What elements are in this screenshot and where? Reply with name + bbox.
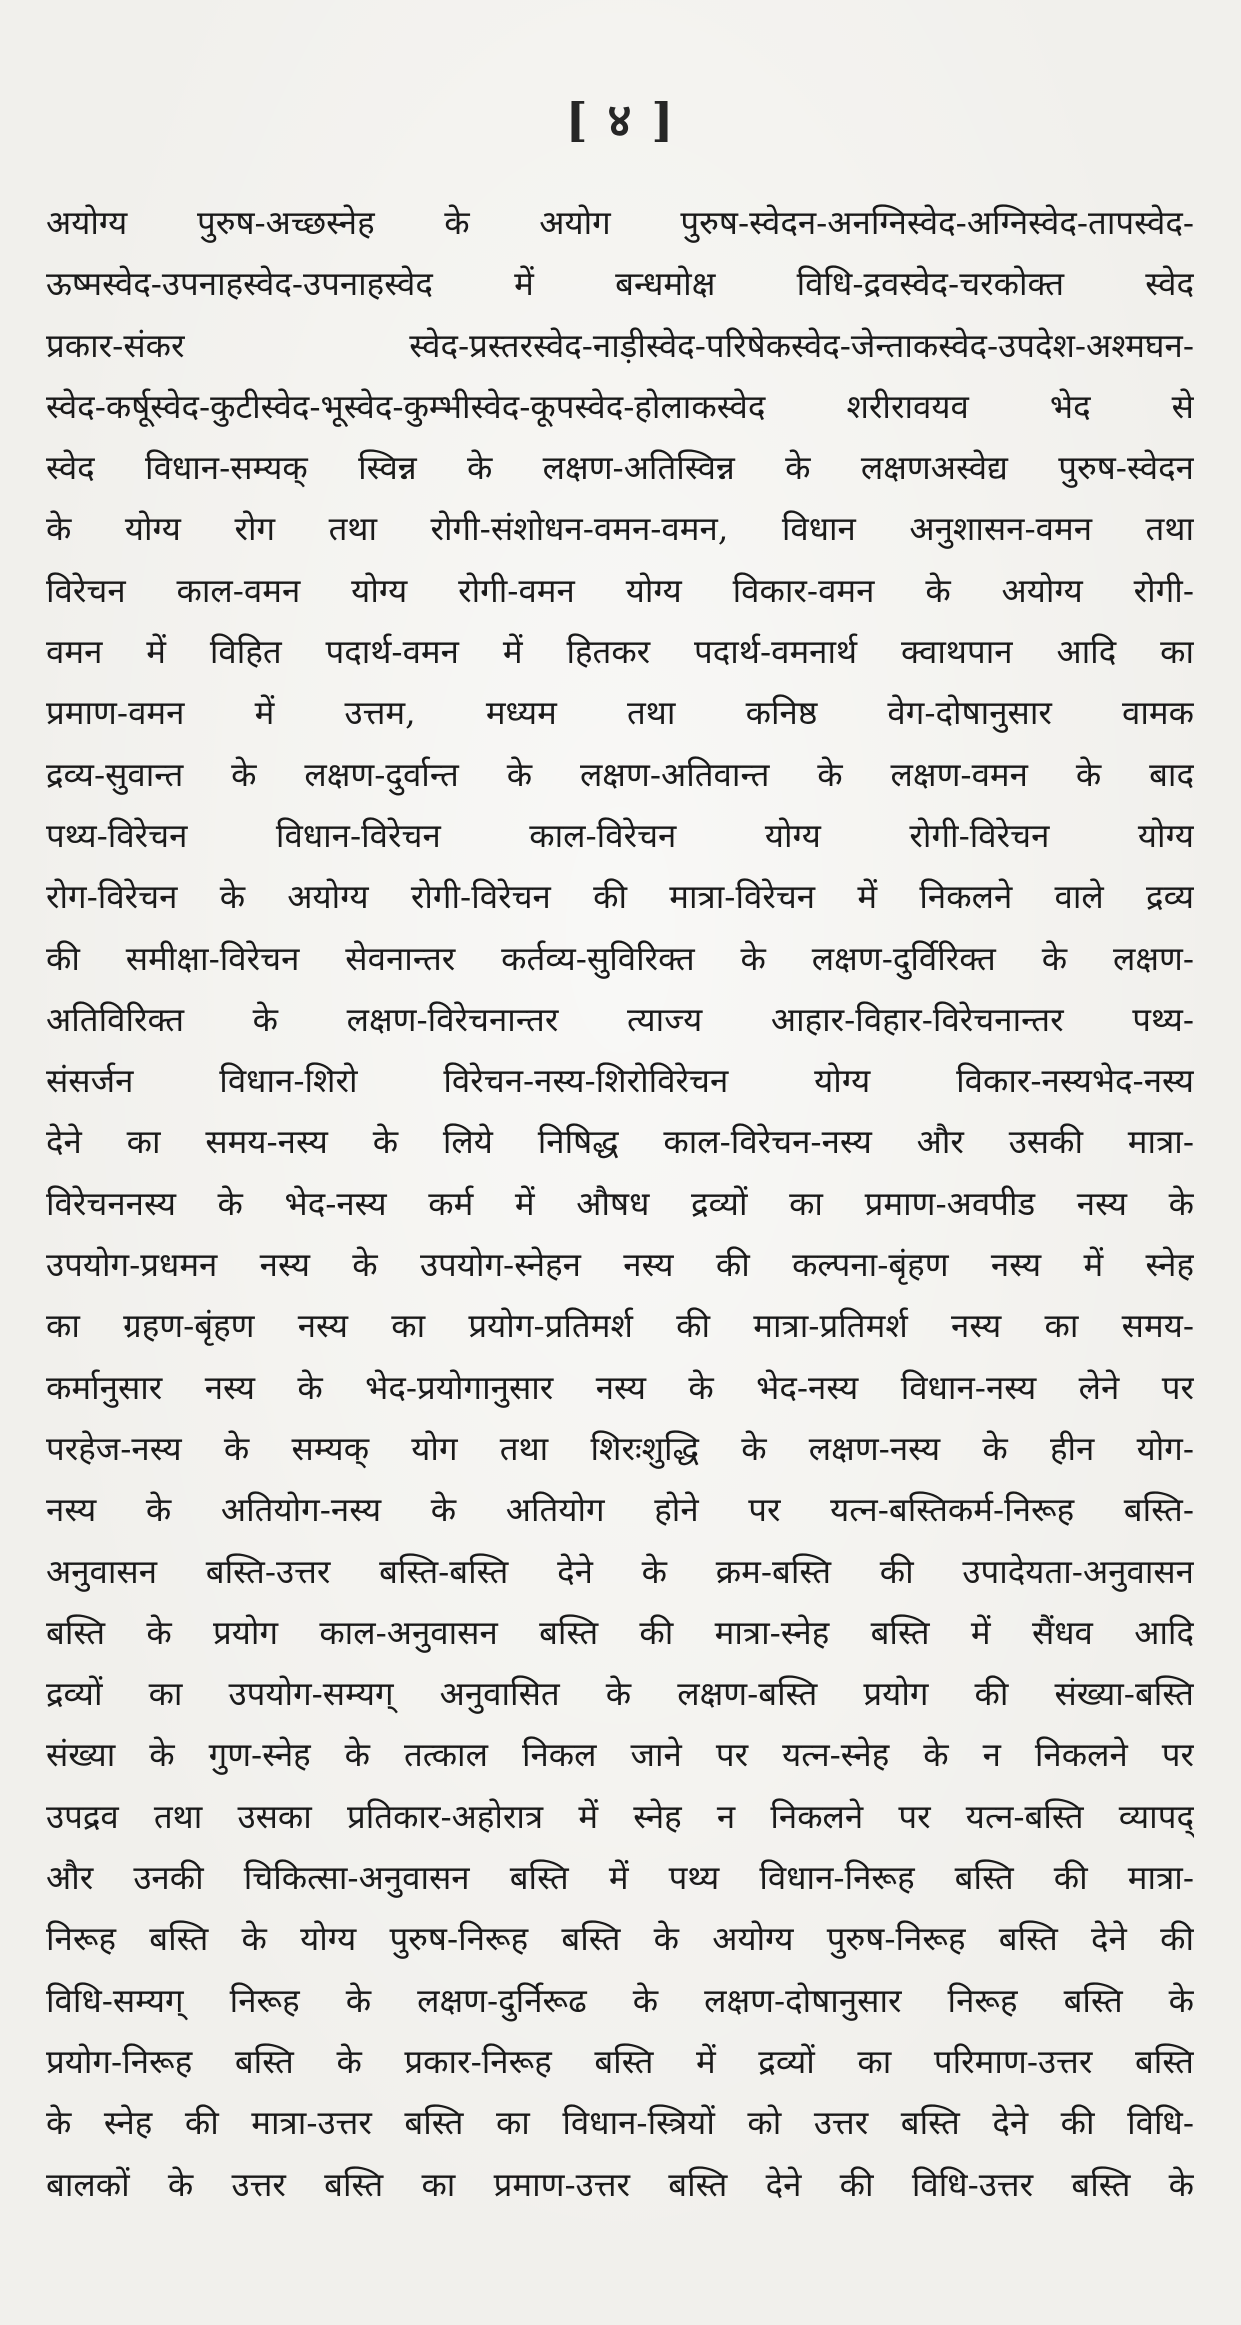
text-line: नस्य के अतियोग-नस्य के अतियोग होने पर यत्न-बस्तिकर्म-निरूह बस्ति- bbox=[46, 1490, 1194, 1530]
text-line: उपयोग-प्रधमन नस्य के उपयोग-स्नेहन नस्य की कल्पना-बृंहण नस्य में स्नेह bbox=[46, 1245, 1194, 1285]
text-line: द्रव्यों का उपयोग-सम्यग् अनुवासित के लक्षण-बस्ति प्रयोग की संख्या-बस्ति bbox=[46, 1674, 1194, 1714]
text-line: प्रकार-संकर स्वेद-प्रस्तरस्वेद-नाड़ीस्वेद-परिषेकस्वेद-जेन्ताकस्वेद-उपदेश-अश्मघन- bbox=[46, 325, 1194, 365]
text-line: प्रमाण-वमन में उत्तम, मध्यम तथा कनिष्ठ वेग-दोषानुसार वामक bbox=[46, 693, 1194, 733]
text-line: पथ्य-विरेचन विधान-विरेचन काल-विरेचन योग्य रोगी-विरेचन योग्य bbox=[46, 815, 1194, 855]
text-line: और उनकी चिकित्सा-अनुवासन बस्ति में पथ्य विधान-निरूह बस्ति की मात्रा- bbox=[46, 1858, 1194, 1898]
text-line: का ग्रहण-बृंहण नस्य का प्रयोग-प्रतिमर्श की मात्रा-प्रतिमर्श नस्य का समय- bbox=[46, 1306, 1194, 1346]
text-line: विधि-सम्यग् निरूह के लक्षण-दुर्निरूढ के लक्षण-दोषानुसार निरूह बस्ति के bbox=[46, 1980, 1194, 2020]
text-line: रोग-विरेचन के अयोग्य रोगी-विरेचन की मात्रा-विरेचन में निकलने वाले द्रव्य bbox=[46, 877, 1194, 917]
text-line: अयोग्य पुरुष-अच्छस्नेह के अयोग पुरुष-स्वेदन-अनग्निस्वेद-अग्निस्वेद-तापस्वेद- bbox=[46, 203, 1194, 242]
text-line: वमन में विहित पदार्थ-वमन में हितकर पदार्थ-वमनार्थ क्वाथपान आदि का bbox=[46, 632, 1194, 672]
text-line: स्वेद विधान-सम्यक् स्विन्न के लक्षण-अतिस्विन्न के लक्षणअस्वेद्य पुरुष-स्वेदन bbox=[46, 448, 1194, 488]
text-line: की समीक्षा-विरेचन सेवनान्तर कर्तव्य-सुविरिक्त के लक्षण-दुर्विरिक्त के लक्षण- bbox=[46, 938, 1194, 978]
text-line: परहेज-नस्य के सम्यक् योग तथा शिरःशुद्धि के लक्षण-नस्य के हीन योग- bbox=[46, 1428, 1194, 1468]
text-line: विरेचन काल-वमन योग्य रोगी-वमन योग्य विकार-वमन के अयोग्य रोगी- bbox=[46, 570, 1194, 610]
text-line: विरेचननस्य के भेद-नस्य कर्म में औषध द्रव्यों का प्रमाण-अवपीड नस्य के bbox=[46, 1183, 1194, 1223]
text-line: अतिविरिक्त के लक्षण-विरेचनान्तर त्याज्य आहार-विहार-विरेचनान्तर पथ्य- bbox=[46, 999, 1194, 1039]
text-line: उपद्रव तथा उसका प्रतिकार-अहोरात्र में स्नेह न निकलने पर यत्न-बस्ति व्यापद् bbox=[46, 1796, 1194, 1836]
text-line: देने का समय-नस्य के लिये निषिद्ध काल-विरेचन-नस्य और उसकी मात्रा- bbox=[46, 1122, 1194, 1162]
text-line: के योग्य रोग तथा रोगी-संशोधन-वमन-वमन, विधान अनुशासन-वमन तथा bbox=[46, 509, 1194, 549]
text-line: कर्मानुसार नस्य के भेद-प्रयोगानुसार नस्य के भेद-नस्य विधान-नस्य लेने पर bbox=[46, 1367, 1194, 1407]
text-line: बस्ति के प्रयोग काल-अनुवासन बस्ति की मात्रा-स्नेह बस्ति में सैंधव आदि bbox=[46, 1612, 1194, 1652]
text-line: निरूह बस्ति के योग्य पुरुष-निरूह बस्ति के अयोग्य पुरुष-निरूह बस्ति देने की bbox=[46, 1919, 1194, 1959]
text-line: द्रव्य-सुवान्त के लक्षण-दुर्वान्त के लक्षण-अतिवान्त के लक्षण-वमन के बाद bbox=[46, 754, 1194, 794]
text-line: संख्या के गुण-स्नेह के तत्काल निकल जाने पर यत्न-स्नेह के न निकलने पर bbox=[46, 1735, 1194, 1775]
text-line: प्रयोग-निरूह बस्ति के प्रकार-निरूह बस्ति में द्रव्यों का परिमाण-उत्तर बस्ति bbox=[46, 2041, 1194, 2081]
body-text bbox=[46, 192, 1194, 2215]
text-line: बालकों के उत्तर बस्ति का प्रमाण-उत्तर बस्ति देने की विधि-उत्तर बस्ति के bbox=[46, 2164, 1194, 2204]
text-line: के स्नेह की मात्रा-उत्तर बस्ति का विधान-स्त्रियों को उत्तर बस्ति देने की विधि- bbox=[46, 2103, 1194, 2143]
page-number: [ ४ ] bbox=[565, 93, 676, 147]
text-line: स्वेद-कर्षूस्वेद-कुटीस्वेद-भूस्वेद-कुम्भीस्वेद-कूपस्वेद-होलाकस्वेद शरीरावयव भेद से bbox=[46, 386, 1194, 426]
text-line: संसर्जन विधान-शिरो विरेचन-नस्य-शिरोविरेचन योग्य विकार-नस्यभेद-नस्य bbox=[46, 1061, 1194, 1101]
text-line: अनुवासन बस्ति-उत्तर बस्ति-बस्ति देने के क्रम-बस्ति की उपादेयता-अनुवासन bbox=[46, 1551, 1194, 1591]
text-line: ऊष्मस्वेद-उपनाहस्वेद-उपनाहस्वेद में बन्धमोक्ष विधि-द्रवस्वेद-चरकोक्त स्वेद bbox=[46, 264, 1194, 304]
